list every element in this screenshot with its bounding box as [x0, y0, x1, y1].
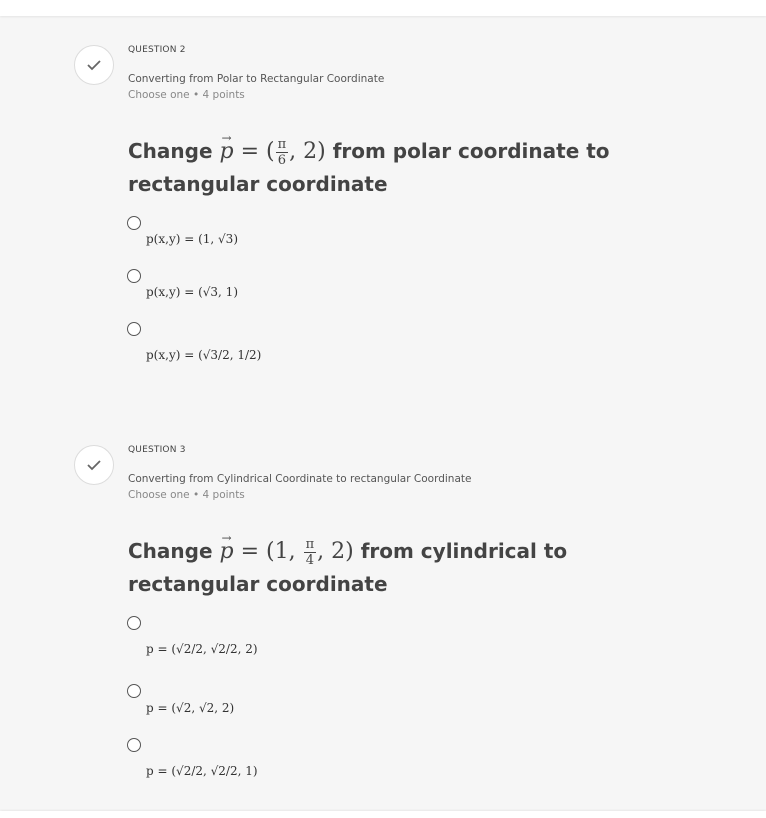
frac-num: π: [305, 537, 315, 552]
frac-den: 6: [277, 153, 287, 168]
prompt-vector-p: → p: [220, 535, 234, 568]
prompt-eq: = (: [233, 139, 275, 164]
top-bar: [0, 0, 766, 16]
frac-den: 4: [305, 553, 314, 568]
prompt-eq: = (1,: [233, 539, 303, 564]
question-3-label: QUESTION 3: [128, 445, 186, 455]
question-2-prompt: [128, 135, 648, 201]
q3-option-3-radio[interactable]: [127, 738, 141, 752]
option-3-text: p(x,y) = (√3/2, 1/2): [146, 348, 262, 362]
prompt-vector-p: → p: [220, 135, 234, 168]
question-2-status-checkmark-icon: [74, 45, 114, 85]
q3-option-3-text: p = (√2/2, √2/2, 1): [146, 764, 258, 778]
question-2-meta: Choose one • 4 points: [128, 89, 245, 101]
option-1-radio[interactable]: [127, 216, 141, 230]
question-2-title: Converting from Polar to Rectangular Coordinate: [128, 73, 385, 85]
question-3-meta: Choose one • 4 points: [128, 489, 245, 501]
option-2-text: p(x,y) = (√3, 1): [146, 285, 238, 299]
prompt-tail: , 2): [289, 139, 326, 164]
q3-option-2-radio[interactable]: [127, 684, 141, 698]
prompt-pre: Change: [128, 539, 213, 563]
q3-option-2-text: p = (√2, √2, 2): [146, 701, 235, 715]
prompt-post: from cylindrical to rectangular coordinate: [128, 539, 568, 596]
prompt-fraction: [304, 538, 317, 567]
option-1-text: p(x,y) = (1, √3): [146, 232, 238, 246]
q3-option-1-text: p = (√2/2, √2/2, 2): [146, 642, 258, 656]
prompt-fraction: [276, 138, 289, 167]
bottom-bar: [0, 811, 766, 818]
prompt-post: from polar coordinate to rectangular coordinate: [128, 139, 610, 196]
prompt-pre: Change: [128, 139, 213, 163]
option-2-radio[interactable]: [127, 269, 141, 283]
option-3-radio[interactable]: [127, 322, 141, 336]
q3-option-1-radio[interactable]: [127, 616, 141, 630]
question-3-title: Converting from Cylindrical Coordinate to rectangular Coordinate: [128, 473, 472, 485]
question-3-prompt: [128, 535, 648, 601]
question-3-status-checkmark-icon: [74, 445, 114, 485]
prompt-tail: , 2): [317, 539, 354, 564]
question-2-label: QUESTION 2: [128, 45, 186, 55]
frac-num: π: [277, 137, 287, 152]
